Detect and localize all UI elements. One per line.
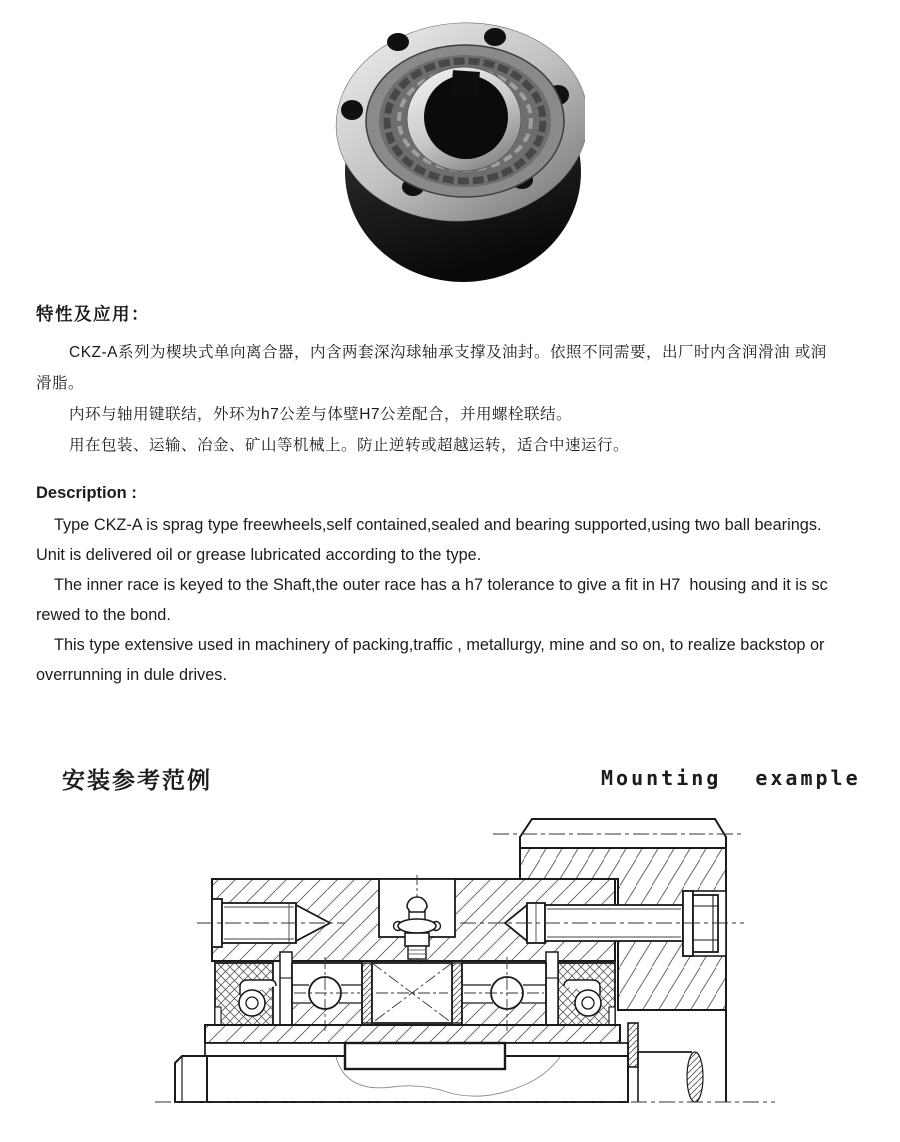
description-line: rewed to the bond. xyxy=(36,606,171,624)
description-paragraphs xyxy=(36,510,876,690)
bolt-washer xyxy=(683,891,693,956)
race-shoulder-right xyxy=(452,963,462,1023)
description-section xyxy=(36,484,876,690)
mounting-heading-en-word2: example xyxy=(755,766,861,790)
locating-ring xyxy=(628,1023,638,1067)
ball-bearing-right xyxy=(462,957,546,1031)
spacer-right xyxy=(546,952,558,1025)
shaft-break-end xyxy=(687,1052,703,1102)
photo-keyway xyxy=(451,70,480,98)
shaft-left-cap xyxy=(175,1056,207,1102)
housing-boss xyxy=(520,819,726,848)
end-plate-hatched xyxy=(205,1025,620,1043)
sprag-cage xyxy=(372,963,452,1023)
mounting-heading-en-word1: Mounting xyxy=(601,766,722,790)
description-line: The inner race is keyed to the Shaft,the outer race has a h7 tolerance to give a fit in H7 housing and it is sc xyxy=(54,576,828,594)
race-shoulder-left xyxy=(362,963,372,1023)
clutch-photo-shapes xyxy=(333,16,585,282)
features-line: 滑脂。 xyxy=(36,375,85,392)
features-section xyxy=(36,301,876,461)
mounting-heading-zh: 安装参考范例 xyxy=(62,767,212,793)
features-line: 内环与轴用键联结，外环为h7公差与体壁H7公差配合，并用螺栓联结。 xyxy=(69,406,573,423)
description-heading: Description : xyxy=(36,484,137,502)
features-line: CKZ-A系列为楔块式单向离合器，内含两套深沟球轴承支撑及油封。依照不同需要，出厂时内含润滑油 或润 xyxy=(69,344,827,361)
mounting-heading-en xyxy=(601,766,861,790)
mounting-drawing xyxy=(140,805,900,1142)
product-photo xyxy=(333,16,585,288)
features-paragraphs xyxy=(36,337,876,461)
description-line: Type CKZ-A is sprag type freewheels,self contained,sealed and bearing supported,using two ball bearings. xyxy=(54,516,822,534)
shaft-assembly xyxy=(155,1023,775,1102)
ball-bearing-left xyxy=(292,957,362,1031)
features-line: 用在包装、运输、冶金、矿山等机械上。防止逆转或超越运转，适合中速运行。 xyxy=(69,437,630,454)
bearing-seal-row xyxy=(215,952,615,1031)
bolt-head xyxy=(693,895,718,952)
features-heading: 特性及应用： xyxy=(36,304,150,324)
description-line: This type extensive used in machinery of packing,traffic , metallurgy, mine and so on, to realize backstop or xyxy=(54,636,825,654)
shaft-key xyxy=(345,1043,505,1069)
description-line: overrunning in dule drives. xyxy=(36,666,227,684)
spacer-left xyxy=(280,952,292,1025)
description-line: Unit is delivered oil or grease lubricated according to the type. xyxy=(36,546,482,564)
